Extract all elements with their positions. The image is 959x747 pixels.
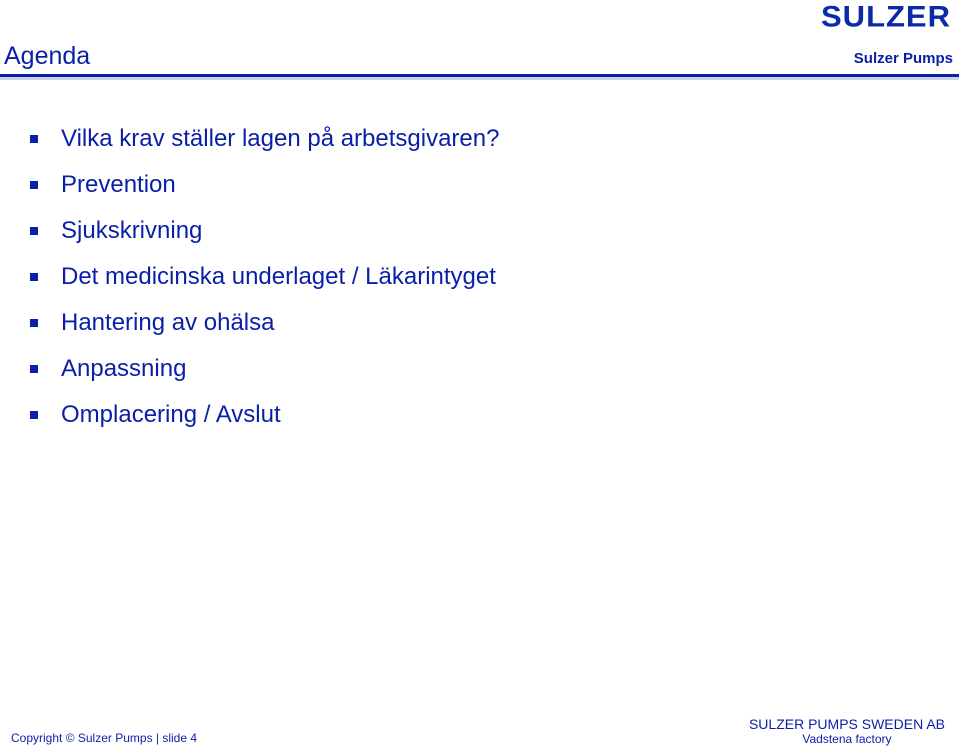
bullet-square-icon <box>30 181 38 189</box>
footer-factory: Vadstena factory <box>802 732 892 746</box>
bullet-square-icon <box>30 135 38 143</box>
agenda-item-label: Prevention <box>61 171 176 198</box>
agenda-item <box>30 208 499 254</box>
footer-copyright: Copyright © Sulzer Pumps | slide 4 <box>11 731 198 745</box>
brand-name: Sulzer Pumps <box>853 50 953 67</box>
agenda-item-label: Omplacering / Avslut <box>61 401 281 428</box>
bullet-square-icon <box>30 227 38 235</box>
agenda-item <box>30 254 499 300</box>
page-title: Agenda <box>4 42 91 70</box>
agenda-item-label: Hantering av ohälsa <box>61 309 275 336</box>
agenda-item <box>30 116 499 162</box>
bullet-square-icon <box>30 411 38 419</box>
agenda-item <box>30 346 499 392</box>
footer-company-block <box>749 716 945 746</box>
agenda-item-label: Anpassning <box>61 355 187 382</box>
agenda-item <box>30 392 499 438</box>
bullet-square-icon <box>30 273 38 281</box>
sulzer-logo: SULZER <box>821 0 951 34</box>
agenda-item-label: Det medicinska underlaget / Läkarintyget <box>61 263 496 290</box>
bullet-square-icon <box>30 319 38 327</box>
agenda-item <box>30 162 499 208</box>
footer-company: SULZER PUMPS SWEDEN AB <box>748 716 945 732</box>
header-rule-light <box>0 77 959 80</box>
agenda-item <box>30 300 499 346</box>
agenda-item-label: Sjukskrivning <box>61 217 203 244</box>
agenda-item-label: Vilka krav ställer lagen på arbetsgivaren? <box>61 125 500 152</box>
bullet-square-icon <box>30 365 38 373</box>
agenda-list <box>30 116 499 438</box>
